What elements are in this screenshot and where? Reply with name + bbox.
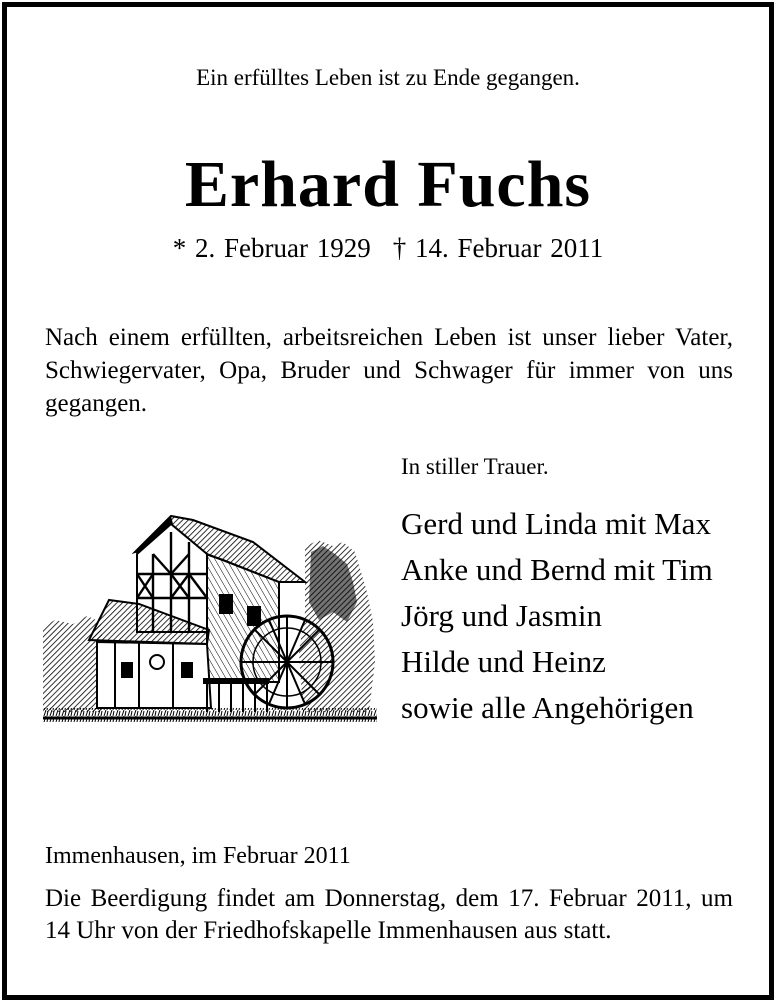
funeral-info: Die Beerdigung findet am Donnerstag, dem 17. Februar 2011, um 14 Uhr von der Friedhofskapelle Immenhausen aus statt.	[45, 885, 733, 944]
mourner-item: Gerd und Linda mit Max	[401, 506, 711, 541]
place-and-date: Immenhausen, im Februar 2011	[45, 843, 351, 869]
death-date: † 14. Februar 2011	[392, 233, 604, 263]
obituary-notice	[2, 2, 774, 1000]
deceased-name: Erhard Fuchs	[184, 148, 592, 221]
mourner-item: Hilde und Heinz	[401, 644, 606, 679]
mourner-item: Jörg und Jasmin	[401, 598, 602, 633]
birth-date: * 2. Februar 1929	[172, 233, 371, 263]
mourner-item: Anke und Bernd mit Tim	[401, 552, 713, 587]
obituary-message: Nach einem erfüllten, arbeitsreichen Leben ist unser lieber Vater, Schwiegervater, Opa, Bruder und Schwager für immer von uns gegangen.	[45, 324, 733, 417]
intro-line: Ein erfülltes Leben ist zu Ende gegangen.	[196, 65, 580, 90]
mourner-item: sowie alle Angehörigen	[401, 690, 694, 725]
mourning-line: In stiller Trauer.	[401, 454, 549, 479]
mourner-list	[401, 501, 713, 731]
life-dates	[7, 233, 769, 264]
water-mill-illustration-icon	[43, 512, 377, 722]
